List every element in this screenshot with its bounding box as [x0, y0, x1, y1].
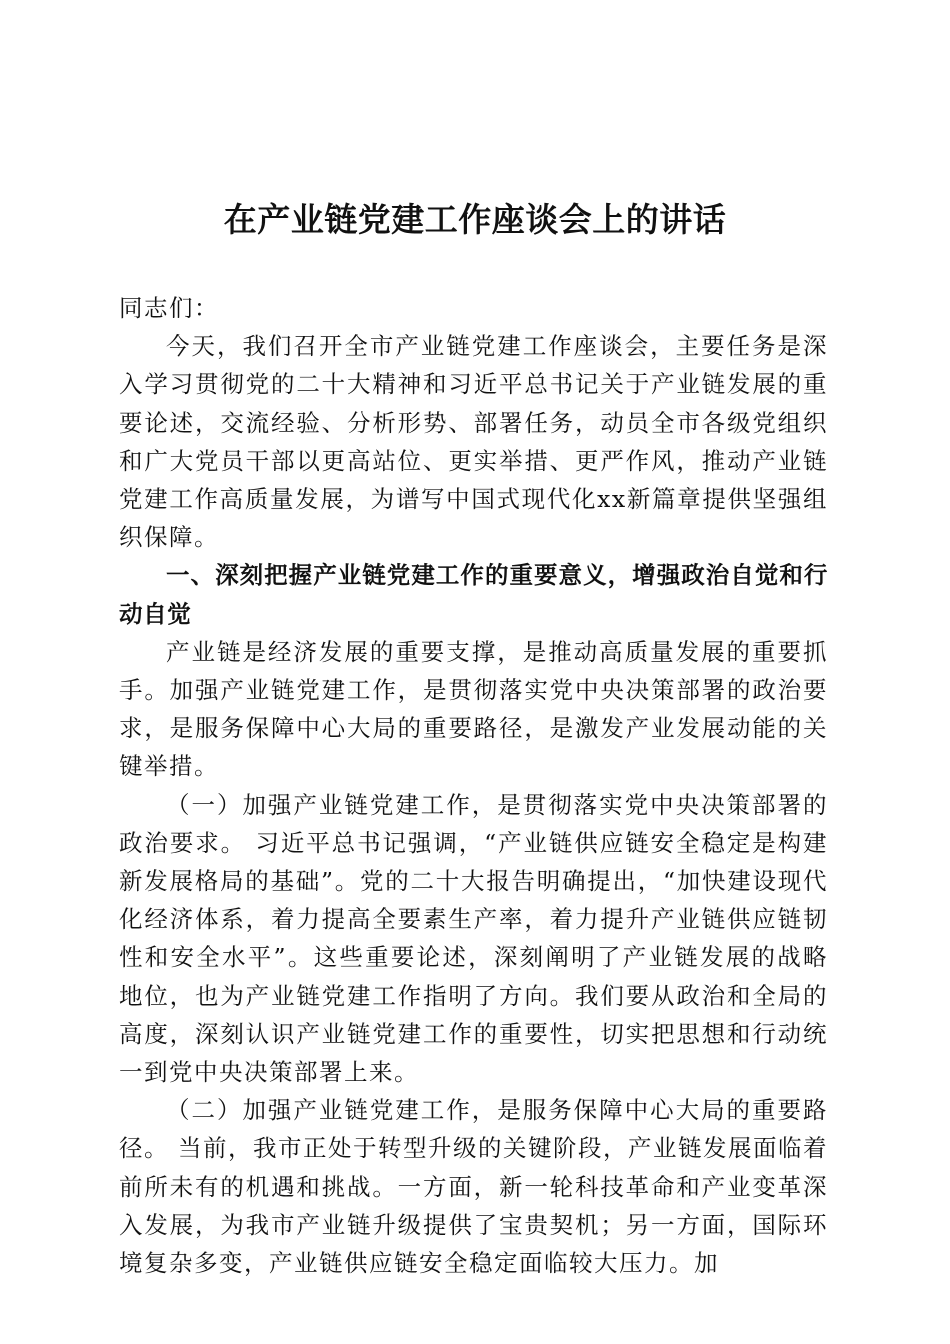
document-title: 在产业链党建工作座谈会上的讲话: [223, 200, 727, 239]
subsection-1-paragraph: （一）加强产业链党建工作，是贯彻落实党中央决策部署的政治要求。 习近平总书记强调，“产业链供应链安全稳定是构建新发展格局的基础”。党的二十大报告明确提出，“加快建设现代化经济体系，着力提高全要素生产率，着力提升产业链供应链韧性和安全水平”。这些重要论述，深刻阐明了产业链发展的战略地位，也为产业链党建工作指明了方向。我们要从政治和全局的高度，深刻认识产业链党建工作的重要性，切实把思想和行动统一到党中央决策部署上来。: [119, 790, 828, 1087]
intro-paragraph: 今天，我们召开全市产业链党建工作座谈会，主要任务是深入学习贯彻党的二十大精神和习近平总书记关于产业链发展的重要论述，交流经验、分析形势、部署任务，动员全市各级党组织和广大党员干部以更高站位、更实举措、更严作风，推动产业链党建工作高质量发展，为谱写中国式现代化xx新篇章提供坚强组织保障。: [119, 332, 828, 552]
subsection-2-paragraph: （二）加强产业链党建工作，是服务保障中心大局的重要路径。 当前，我市正处于转型升级的关键阶段，产业链发展面临着前所未有的机遇和挑战。一方面，新一轮科技革命和产业变革深入发展，为我市产业链升级提供了宝贵契机；另一方面，国际环境复杂多变，产业链供应链安全稳定面临较大压力。加: [119, 1096, 828, 1278]
section-heading-1: 一、深刻把握产业链党建工作的重要意义，增强政治自觉和行动自觉: [119, 561, 828, 628]
salutation: 同志们：: [119, 294, 219, 322]
section-1-paragraph: 产业链是经济发展的重要支撑，是推动高质量发展的重要抓手。加强产业链党建工作，是贯彻落实党中央决策部署的政治要求，是服务保障中心大局的重要路径，是激发产业发展动能的关键举措。: [119, 637, 828, 781]
document-body: [119, 289, 828, 1282]
